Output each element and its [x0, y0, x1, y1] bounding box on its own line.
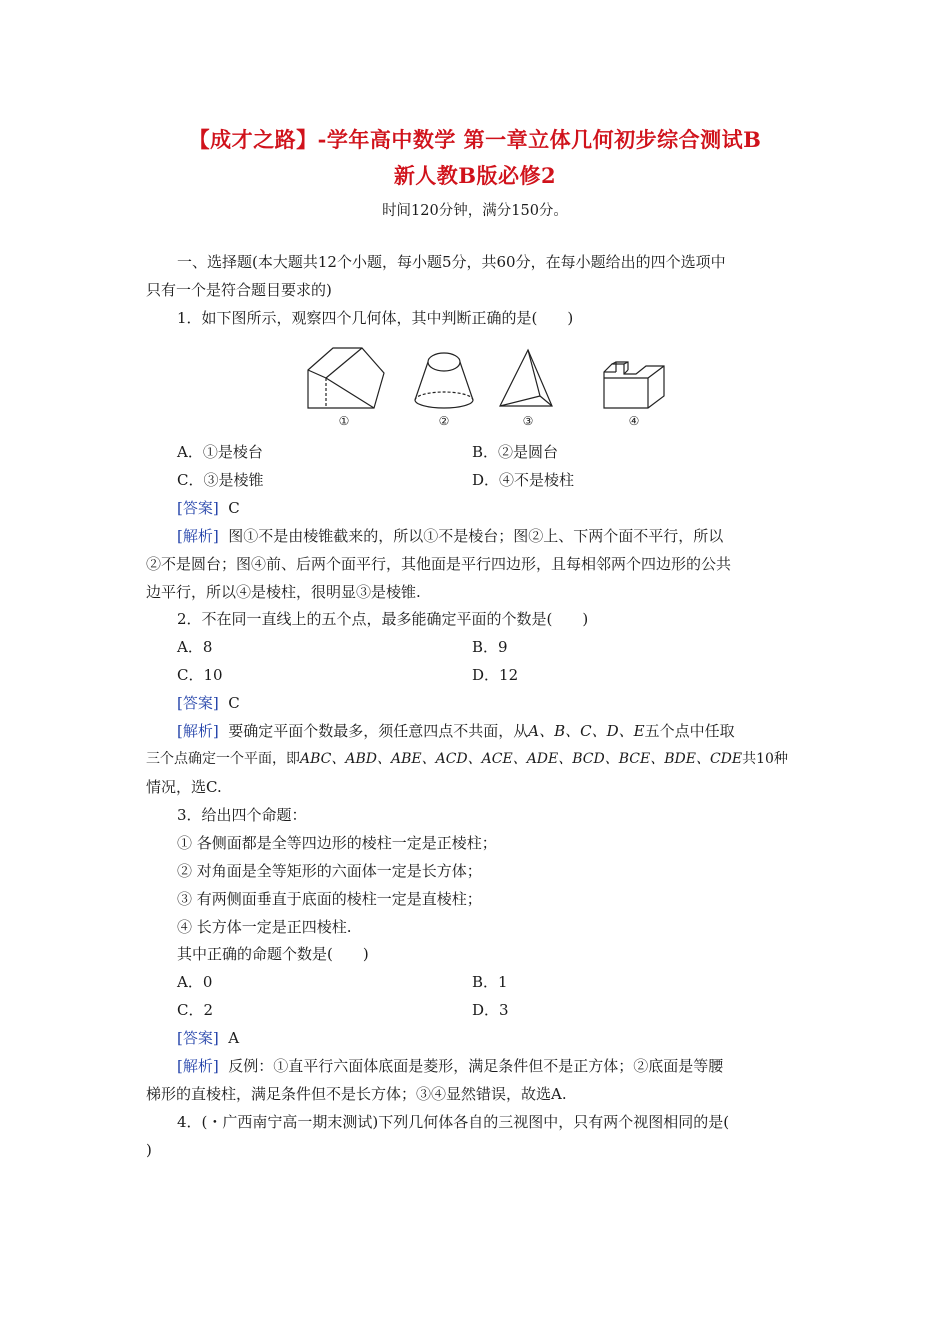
solid-1-polyhedron [308, 348, 384, 408]
title-line-1: 【成才之路】-学年高中数学 第一章立体几何初步综合测试B [188, 127, 762, 152]
q2-option-a: A．8 [177, 638, 213, 656]
q3-option-b: B．1 [472, 973, 508, 991]
q1-analysis-line-3: 边平行，所以④是棱柱，很明显③是棱锥. [146, 583, 421, 601]
q2-stem: 2．不在同一直线上的五个点，最多能确定平面的个数是( ) [177, 610, 589, 628]
q3-question: 其中正确的命题个数是( ) [177, 945, 369, 963]
q3-option-c: C．2 [177, 1001, 214, 1019]
q1-option-d: D．④不是棱柱 [472, 471, 575, 489]
answer-tag: [答案] [177, 1029, 219, 1047]
q2-analysis-line-3: 情况，选C. [146, 778, 222, 796]
exam-time-note: 时间120分钟，满分150分。 [382, 203, 568, 219]
figure-label-1: ① [338, 414, 350, 428]
q3-proposition-2: ② 对角面是全等矩形的六面体一定是长方体； [177, 862, 482, 880]
solid-3-pyramid [500, 350, 552, 406]
section-heading-line-2: 只有一个是符合题目要求的) [146, 281, 332, 299]
analysis-tag: [解析] [177, 722, 219, 740]
figure-label-3: ③ [522, 414, 534, 428]
q2-analysis-text-2b: 共10种 [742, 751, 788, 767]
answer-tag: [答案] [177, 694, 219, 712]
q3-proposition-1: ① 各侧面都是全等四边形的棱柱一定是正棱柱； [177, 834, 497, 852]
q3-option-d: D．3 [472, 1001, 509, 1019]
q1-analysis-line-2: ②不是圆台；图④前、后两个面平行，其他面是平行四边形，且每相邻两个四边形的公共 [146, 555, 732, 573]
q2-option-b: B．9 [472, 638, 508, 656]
section-heading-line-1: 一、选择题(本大题共12个小题，每小题5分，共60分，在每小题给出的四个选项中 [177, 253, 726, 271]
q3-analysis-line-1 [177, 1056, 723, 1076]
q1-option-b: B．②是圆台 [472, 443, 559, 461]
q3-option-a: A．0 [177, 973, 213, 991]
q1-analysis-text-1: 图①不是由棱锥截来的，所以①不是棱台；图②上、下两个面不平行，所以 [228, 527, 724, 545]
q2-analysis-plane-sets: ABC、ABD、ABE、ACD、ACE、ADE、BCD、BCE、BDE、CDE [300, 751, 743, 767]
q1-answer-value: C [228, 499, 240, 517]
q4-stem-line-2: ) [146, 1141, 152, 1159]
q3-answer [177, 1028, 239, 1048]
answer-tag: [答案] [177, 499, 219, 517]
q1-answer [177, 498, 240, 518]
q3-stem: 3．给出四个命题： [177, 806, 307, 824]
q2-analysis-text-1a: 要确定平面个数最多，须任意四点不共面，从 [228, 722, 529, 740]
q2-analysis-points: A、B、C、D、E [528, 722, 645, 740]
q2-answer-value: C [228, 694, 240, 712]
q2-option-c: C．10 [177, 666, 223, 684]
q3-analysis-line-2: 梯形的直棱柱，满足条件但不是长方体；③④显然错误，故选A. [146, 1085, 567, 1103]
q2-analysis-text-1b: 五个点中任取 [644, 722, 735, 740]
q1-solids-figure [300, 338, 680, 433]
q2-analysis-text-2a: 三个点确定一个平面，即 [146, 751, 300, 767]
q2-option-d: D．12 [472, 666, 519, 684]
q4-stem-line-1: 4．(・广西南宁高一期末测试)下列几何体各自的三视图中，只有两个视图相同的是( [177, 1113, 730, 1131]
q3-analysis-text-1: 反例：①直平行六面体底面是菱形，满足条件但不是正方体；②底面是等腰 [228, 1057, 724, 1075]
figure-label-2: ② [438, 414, 450, 428]
q3-answer-value: A [228, 1029, 240, 1047]
q2-answer [177, 693, 240, 713]
solid-2-frustum [415, 353, 473, 408]
analysis-tag: [解析] [177, 527, 219, 545]
q2-analysis-line-2 [146, 749, 788, 769]
solid-4-stepped-prism [604, 362, 664, 408]
title-line-2: 新人教B版必修2 [393, 163, 557, 188]
q3-proposition-3: ③ 有两侧面垂直于底面的棱柱一定是直棱柱； [177, 890, 482, 908]
q1-analysis-line-1 [177, 526, 723, 546]
q3-proposition-4: ④ 长方体一定是正四棱柱. [177, 918, 352, 936]
q2-analysis-line-1 [177, 721, 735, 741]
q1-stem: 1．如下图所示，观察四个几何体，其中判断正确的是( ) [177, 309, 574, 327]
figure-label-4: ④ [628, 414, 640, 428]
q1-option-c: C．③是棱锥 [177, 471, 264, 489]
q1-option-a: A．①是棱台 [177, 443, 263, 461]
analysis-tag: [解析] [177, 1057, 219, 1075]
